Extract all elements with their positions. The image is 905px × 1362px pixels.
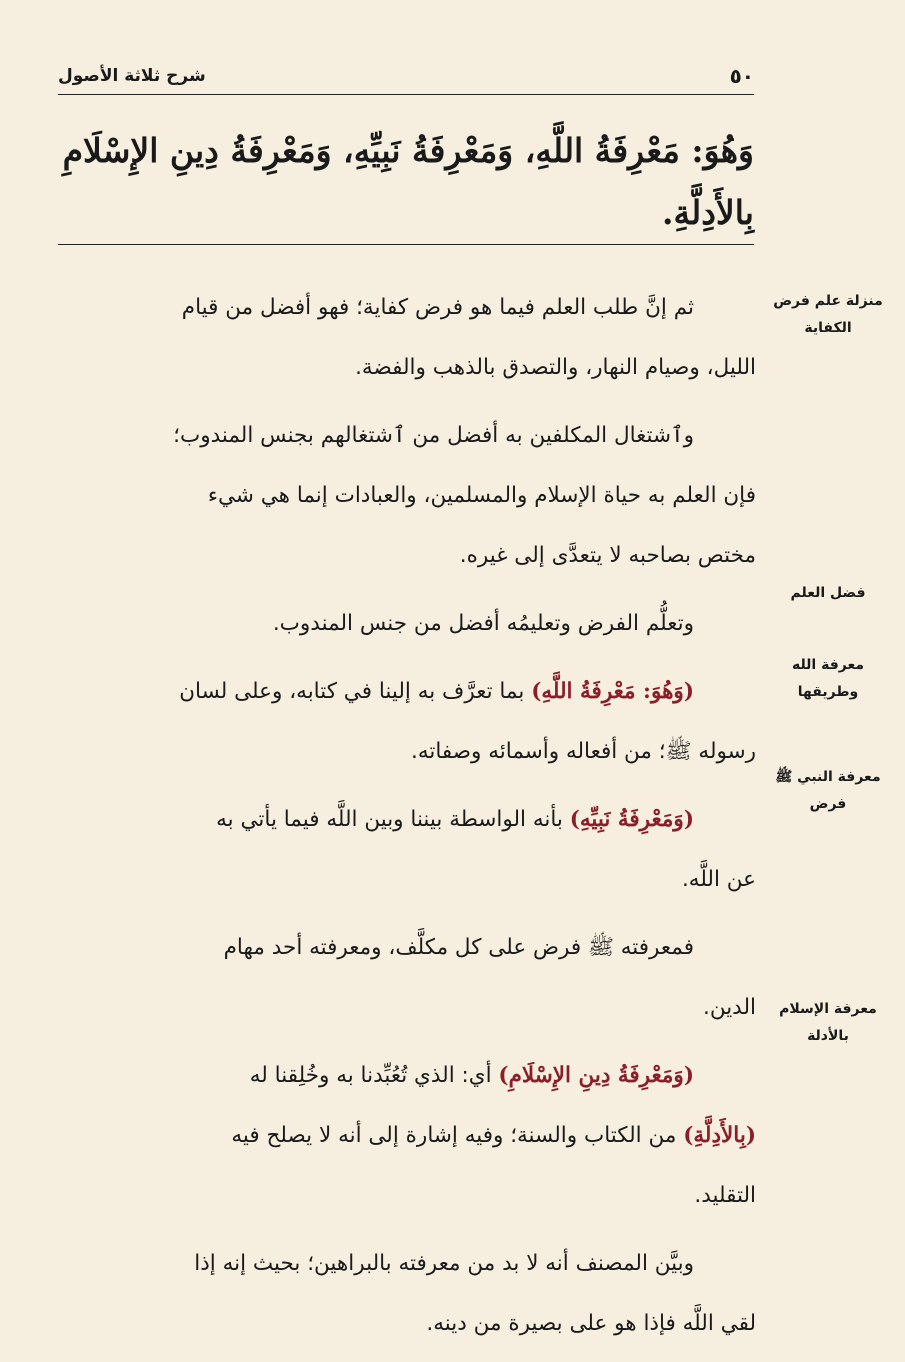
paragraph	[58, 662, 756, 782]
text-span: بما تعرَّف به إلينا في كتابه، وعلى لسان	[179, 679, 532, 704]
text-line	[58, 1106, 756, 1166]
text-line: الدين.	[703, 995, 756, 1020]
page-header	[58, 58, 754, 95]
margin-note: معرفة الله وطريقها	[791, 657, 865, 700]
text-line: وتعلُّم الفرض وتعليمُه أفضل من جنس المندوب.	[272, 611, 694, 636]
text-span: بأنه الواسطة بيننا وبين اللَّه فيما يأتي به	[216, 807, 570, 832]
margin-note: معرفة النبي ﷺ فرض	[775, 769, 881, 812]
text-line	[58, 662, 756, 722]
matn-line: بِالأَدِلَّةِ.	[662, 193, 754, 232]
text-line: وبيَّن المصنف أنه لا بد من معرفته بالبراهين؛ بحيث إنه إذا	[194, 1251, 694, 1276]
paragraph	[58, 406, 756, 586]
paragraph	[58, 1046, 756, 1226]
page-number: ٥٠	[729, 64, 754, 88]
margin-note: معرفة الإسلام بالأدلة	[779, 1001, 877, 1044]
text-line	[58, 1046, 756, 1106]
text-line: ثم إنَّ طلب العلم فيما هو فرض كفاية؛ فهو أفضل من قيام	[181, 295, 694, 320]
text-span: من الكتاب والسنة؛ وفيه إشارة إلى أنه لا يصلح فيه	[231, 1123, 684, 1148]
commentary-body	[58, 278, 756, 1362]
paragraph	[58, 278, 756, 398]
text-line: مختص بصاحبه لا يتعدَّى إلى غيره.	[459, 543, 756, 568]
paragraph	[58, 594, 756, 654]
text-span: أي: الذي تُعُبِّدنا به وخُلِقنا له	[249, 1063, 499, 1088]
paragraph	[58, 790, 756, 910]
paragraph	[58, 1234, 756, 1354]
quoted-matn: (وَهُوَ: مَعْرِفَةُ اللَّهِ)	[531, 679, 694, 704]
text-line: وٱشتغال المكلفين به أفضل من ٱشتغالهم بجنس المندوب؛	[173, 423, 694, 448]
margin-note: فضل العلم	[790, 585, 866, 601]
text-line: عن اللَّه.	[681, 867, 756, 892]
matn-text	[58, 120, 754, 244]
margin-note: منزلة علم فرض الكفاية	[773, 293, 883, 336]
paragraph	[58, 918, 756, 1038]
text-line: التقليد.	[694, 1183, 756, 1208]
text-line: لقي اللَّه فإذا هو على بصيرة من دينه.	[426, 1311, 756, 1336]
quoted-matn: (وَمَعْرِفَةُ نَبِيِّهِ)	[569, 807, 694, 832]
matn-line: وَهُوَ: مَعْرِفَةُ اللَّهِ، وَمَعْرِفَةُ نَبِيِّهِ، وَمَعْرِفَةُ دِينِ الإِسْلَامِ	[62, 131, 754, 170]
text-line: رسوله ﷺ؛ من أفعاله وأسمائه وصفاته.	[411, 739, 756, 764]
text-line	[58, 790, 756, 850]
text-line: فإن العلم به حياة الإسلام والمسلمين، والعبادات إنما هي شيء	[207, 483, 756, 508]
running-title: شرح ثلاثة الأصول	[58, 66, 206, 86]
quoted-matn: (وَمَعْرِفَةُ دِينِ الإِسْلَامِ)	[498, 1063, 694, 1088]
quoted-matn: (بِالأَدِلَّةِ)	[683, 1123, 756, 1148]
text-line: الليل، وصيام النهار، والتصدق بالذهب والفضة.	[355, 355, 756, 380]
text-line: فمعرفته ﷺ فرض على كل مكلَّف، ومعرفته أحد مهام	[223, 935, 694, 960]
divider	[58, 244, 754, 245]
